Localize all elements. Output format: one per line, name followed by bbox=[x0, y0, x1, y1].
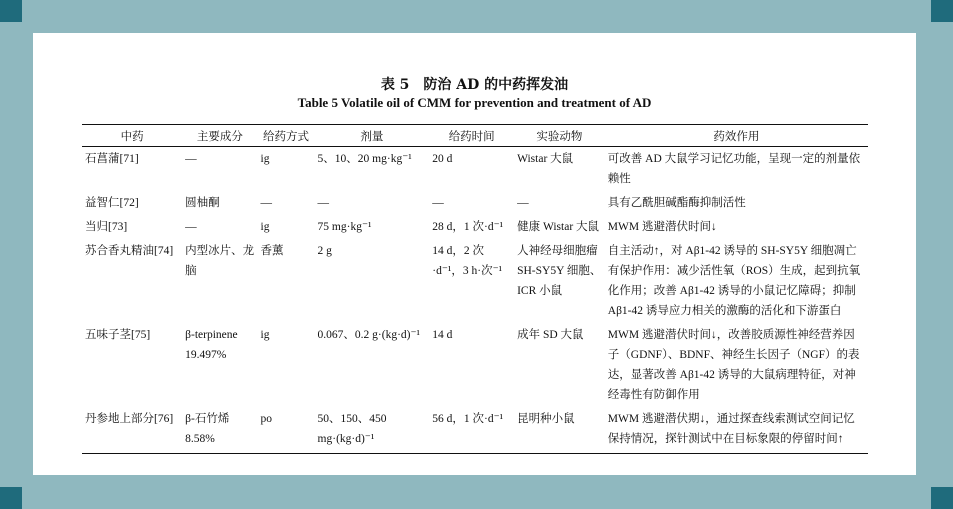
document-page bbox=[33, 33, 916, 475]
cell-dose: — bbox=[317, 197, 330, 209]
cell-time: 14 d，2 次·d⁻¹，3 h·次⁻¹ bbox=[432, 245, 503, 277]
cell-route: po bbox=[258, 407, 315, 454]
cell-time: 14 d bbox=[432, 329, 453, 341]
corner-decoration bbox=[0, 0, 22, 22]
cell-herb: 丹参地上部分[76] bbox=[82, 407, 182, 454]
cell-herb: 五味子茎[75] bbox=[85, 329, 151, 341]
table-row bbox=[82, 191, 868, 215]
cell-component: — bbox=[185, 153, 197, 165]
column-header: 实验动物 bbox=[514, 125, 605, 147]
cell-animal: 人神经母细胞瘤 SH-SY5Y 细胞、ICR 小鼠 bbox=[517, 245, 602, 297]
table-row bbox=[82, 323, 868, 407]
cell-route: 香薰 bbox=[260, 245, 284, 257]
cell-time: — bbox=[432, 197, 444, 209]
corner-decoration bbox=[0, 487, 22, 509]
cell-dose: 5、10、20 mg·kg⁻¹ bbox=[317, 153, 412, 165]
cell-route: ig bbox=[260, 221, 270, 233]
cell-herb: 石菖蒲[71] bbox=[85, 153, 139, 165]
cell-effect: 可改善 AD 大鼠学习记忆功能，呈现一定的剂量依赖性 bbox=[607, 153, 861, 185]
cell-effect: MWM 逃避潜伏时间↓，改善胶质源性神经营养因子（GDNF）、BDNF、神经生长因子（NGF）的表达，显著改善 Aβ1-42 诱导的大鼠病理特征，对神经毒性有防御作用 bbox=[607, 329, 860, 401]
column-header: 给药时间 bbox=[429, 125, 514, 147]
cell-component: β-terpinene 19.497% bbox=[185, 329, 238, 361]
cell-time: 28 d，1 次·d⁻¹ bbox=[432, 221, 504, 233]
cell-animal: 成年 SD 大鼠 bbox=[517, 329, 584, 341]
table-header-row bbox=[82, 125, 868, 147]
cell-animal: — bbox=[517, 197, 529, 209]
cell-effect: MWM 逃避潜伏时间↓ bbox=[607, 221, 717, 233]
cell-component: 圆柚酮 bbox=[185, 197, 220, 209]
cell-dose: 0.067、0.2 g·(kg·d)⁻¹ bbox=[317, 329, 421, 341]
cell-dose: 75 mg·kg⁻¹ bbox=[317, 221, 372, 233]
cell-herb: 苏合香丸精油[74] bbox=[85, 245, 174, 257]
table-caption bbox=[33, 76, 916, 112]
cell-animal: Wistar 大鼠 bbox=[517, 153, 574, 165]
table-row bbox=[82, 215, 868, 239]
cell-route: ig bbox=[260, 329, 270, 341]
cell-animal: 昆明种小鼠 bbox=[514, 407, 605, 454]
cell-component: β-石竹烯 8.58% bbox=[182, 407, 257, 454]
cell-time: 20 d bbox=[432, 153, 453, 165]
cell-dose: 2 g bbox=[317, 245, 332, 257]
cell-effect: 自主活动↑，对 Aβ1-42 诱导的 SH-SY5Y 细胞凋亡有保护作用：减少活性氧（ROS）生成，起到抗氧化作用；改善 Aβ1-42 诱导的小鼠记忆障碍；抑制 Aβ1-42 诱导应力相关的激酶的活化和下游蛋白 bbox=[607, 245, 861, 317]
data-table bbox=[82, 124, 868, 454]
table-row bbox=[82, 147, 868, 192]
column-header: 中药 bbox=[82, 125, 182, 147]
cell-component: — bbox=[185, 221, 197, 233]
table-title-english: Table 5 Volatile oil of CMM for prevention and treatment of AD bbox=[297, 95, 652, 110]
cell-component: 内型冰片、龙脑 bbox=[185, 245, 255, 277]
cell-time: 56 d，1 次·d⁻¹ bbox=[429, 407, 514, 454]
table-row bbox=[82, 407, 868, 454]
corner-decoration bbox=[931, 487, 953, 509]
column-header: 给药方式 bbox=[258, 125, 315, 147]
cell-dose: 50、150、450 mg·(kg·d)⁻¹ bbox=[315, 407, 430, 454]
cell-route: ig bbox=[260, 153, 270, 165]
cell-effect: 具有乙酰胆碱酯酶抑制活性 bbox=[607, 197, 746, 209]
table-row bbox=[82, 239, 868, 323]
cell-effect: MWM 逃避潜伏期↓，通过探查线索测试空间记忆保持情况，探针测试中在目标象限的停留时间↑ bbox=[605, 407, 868, 454]
cell-herb: 益智仁[72] bbox=[85, 197, 139, 209]
column-header: 药效作用 bbox=[605, 125, 868, 147]
column-header: 剂量 bbox=[315, 125, 430, 147]
cell-herb: 当归[73] bbox=[85, 221, 128, 233]
cell-animal: 健康 Wistar 大鼠 bbox=[517, 221, 600, 233]
corner-decoration bbox=[931, 0, 953, 22]
column-header: 主要成分 bbox=[182, 125, 257, 147]
cell-route: — bbox=[260, 197, 273, 209]
table-title-chinese: 表 5 防治 AD 的中药挥发油 bbox=[380, 77, 569, 93]
